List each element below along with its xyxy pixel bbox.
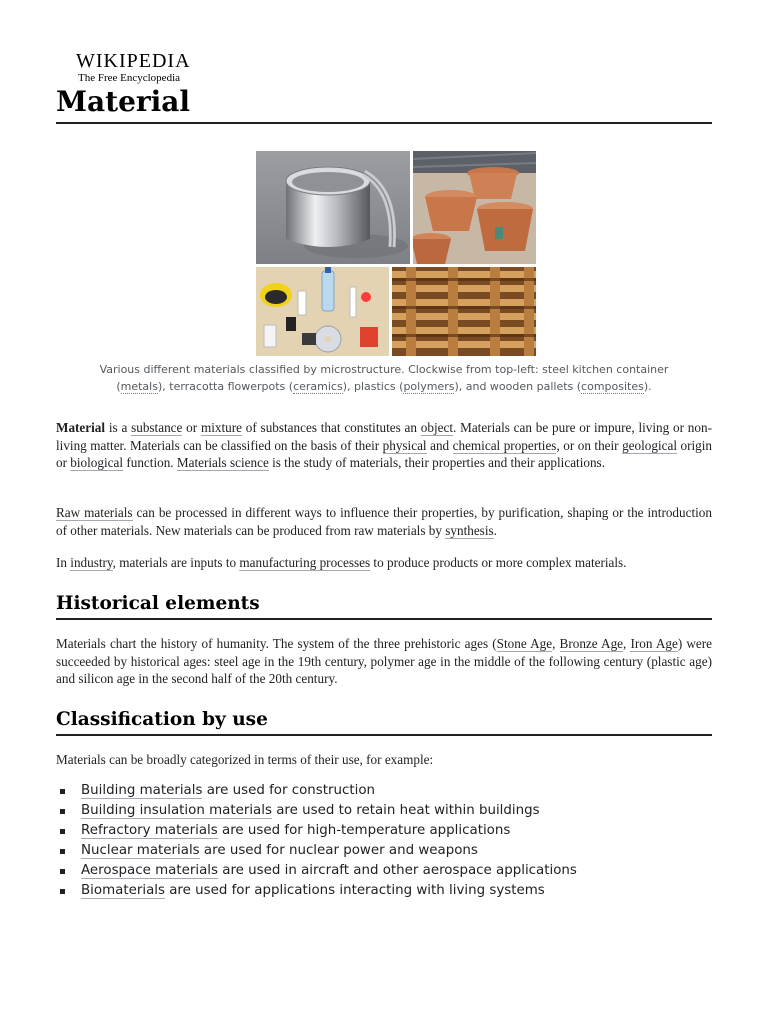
classification-intro: Materials can be broadly categorized in terms of their use, for example: bbox=[56, 752, 434, 767]
text: or bbox=[182, 420, 201, 435]
bullet bbox=[60, 889, 65, 894]
history-paragraph bbox=[56, 635, 712, 688]
caption-text: ). bbox=[643, 380, 652, 393]
text: to produce products or more complex materials. bbox=[370, 555, 627, 570]
link-polymers[interactable]: polymers bbox=[403, 380, 455, 393]
steel-container-image[interactable] bbox=[256, 151, 410, 264]
bullet bbox=[60, 789, 65, 794]
list-item bbox=[56, 781, 712, 801]
figure-caption bbox=[96, 361, 672, 395]
logo-tagline: The Free Encyclopedia bbox=[78, 72, 181, 84]
caption-text: ), plastics ( bbox=[342, 380, 404, 393]
link-biomaterials[interactable]: Biomaterials bbox=[81, 883, 165, 898]
caption-text: ), and wooden pallets ( bbox=[454, 380, 582, 393]
materials-figure bbox=[256, 151, 536, 356]
intro-paragraph-3 bbox=[56, 554, 712, 572]
list-item bbox=[56, 881, 712, 901]
link-nuclear-materials[interactable]: Nuclear materials bbox=[81, 843, 200, 858]
page-title: Material bbox=[56, 84, 712, 124]
link-building-insulation-materials[interactable]: Building insulation materials bbox=[81, 803, 272, 818]
link-object[interactable]: object bbox=[420, 420, 453, 435]
bullet bbox=[60, 809, 65, 814]
intro-paragraph-2 bbox=[56, 504, 712, 539]
text: of substances that constitutes an bbox=[241, 420, 421, 435]
link-aerospace-materials[interactable]: Aerospace materials bbox=[81, 863, 218, 878]
link-raw-materials[interactable]: Raw materials bbox=[56, 505, 133, 520]
link-bronze-age[interactable]: Bronze Age bbox=[559, 636, 624, 651]
text: function. bbox=[123, 455, 177, 470]
text: are used for high-temperature applications bbox=[217, 823, 511, 838]
text: , bbox=[623, 636, 631, 651]
link-biological[interactable]: biological bbox=[70, 455, 124, 470]
link-ceramics[interactable]: ceramics bbox=[293, 380, 343, 393]
list-item bbox=[56, 821, 712, 841]
plastics-image[interactable] bbox=[256, 267, 389, 356]
text: , materials are inputs to bbox=[112, 555, 240, 570]
heading-historical-elements: Historical elements bbox=[56, 591, 712, 620]
link-chemical-properties[interactable]: chemical properties bbox=[452, 437, 557, 453]
link-physical[interactable]: physical bbox=[382, 437, 427, 453]
caption-text: Various different materials classified by microstructure. Clockwise from top-left: steel kitchen container ( bbox=[99, 363, 669, 393]
text: ) were succeeded by historical ages: steel age in the 19th century, polymer age in the middle of the following century (plastic age) and silicon age in the second half of the 20th century. bbox=[56, 636, 713, 686]
terracotta-pots-image[interactable] bbox=[413, 151, 536, 264]
wikipedia-logo[interactable] bbox=[76, 50, 216, 84]
caption-text: ), terracotta flowerpots ( bbox=[157, 380, 294, 393]
text: and bbox=[426, 437, 453, 453]
text: . Materials can be pure or impure, living or non-living matter. Materials can be classified on the basis of their bbox=[56, 420, 712, 453]
list-item bbox=[56, 801, 712, 821]
text: are used to retain heat within buildings bbox=[271, 803, 540, 818]
list-item bbox=[56, 861, 712, 881]
text: is a bbox=[105, 420, 132, 435]
logo-wordmark: WIKIPEDIA bbox=[76, 50, 191, 72]
text: can be processed in different ways to influence their properties, by purification, shaping or the introduction of other materials. New materials can be produced from raw materials by bbox=[56, 505, 712, 538]
bullet bbox=[60, 849, 65, 854]
link-industry[interactable]: industry bbox=[70, 555, 113, 570]
list-item bbox=[56, 841, 712, 861]
term-bold: Material bbox=[56, 420, 106, 435]
link-geological[interactable]: geological bbox=[622, 437, 678, 453]
intro-paragraph-1 bbox=[56, 419, 712, 472]
text: Materials chart the history of humanity. The system of the three prehistoric ages ( bbox=[56, 636, 497, 651]
text: is the study of materials, their properties and their applications. bbox=[268, 455, 605, 470]
text: . bbox=[493, 522, 497, 538]
wooden-pallets-image[interactable] bbox=[392, 267, 536, 356]
link-manufacturing-processes[interactable]: manufacturing processes bbox=[239, 555, 371, 570]
text: origin or bbox=[56, 437, 713, 470]
heading-classification-by-use: Classification by use bbox=[56, 707, 712, 736]
classification-list bbox=[56, 781, 712, 901]
text: are used for nuclear power and weapons bbox=[199, 843, 478, 858]
text: In bbox=[56, 555, 71, 570]
text: , or on their bbox=[556, 437, 623, 453]
link-building-materials[interactable]: Building materials bbox=[81, 783, 203, 798]
link-synthesis[interactable]: synthesis bbox=[445, 522, 494, 538]
link-metals[interactable]: metals bbox=[120, 380, 158, 393]
bullet bbox=[60, 829, 65, 834]
text: , bbox=[552, 636, 560, 651]
link-iron-age[interactable]: Iron Age bbox=[630, 636, 678, 651]
text: are used in aircraft and other aerospace applications bbox=[217, 863, 577, 878]
link-substance[interactable]: substance bbox=[131, 420, 183, 435]
link-refractory-materials[interactable]: Refractory materials bbox=[81, 823, 218, 838]
link-composites[interactable]: composites bbox=[581, 380, 644, 393]
link-materials-science[interactable]: Materials science bbox=[176, 455, 269, 470]
bullet bbox=[60, 869, 65, 874]
link-mixture[interactable]: mixture bbox=[200, 420, 242, 435]
text: are used for construction bbox=[202, 783, 376, 798]
text: are used for applications interacting with living systems bbox=[164, 883, 545, 898]
link-stone-age[interactable]: Stone Age bbox=[496, 636, 553, 651]
